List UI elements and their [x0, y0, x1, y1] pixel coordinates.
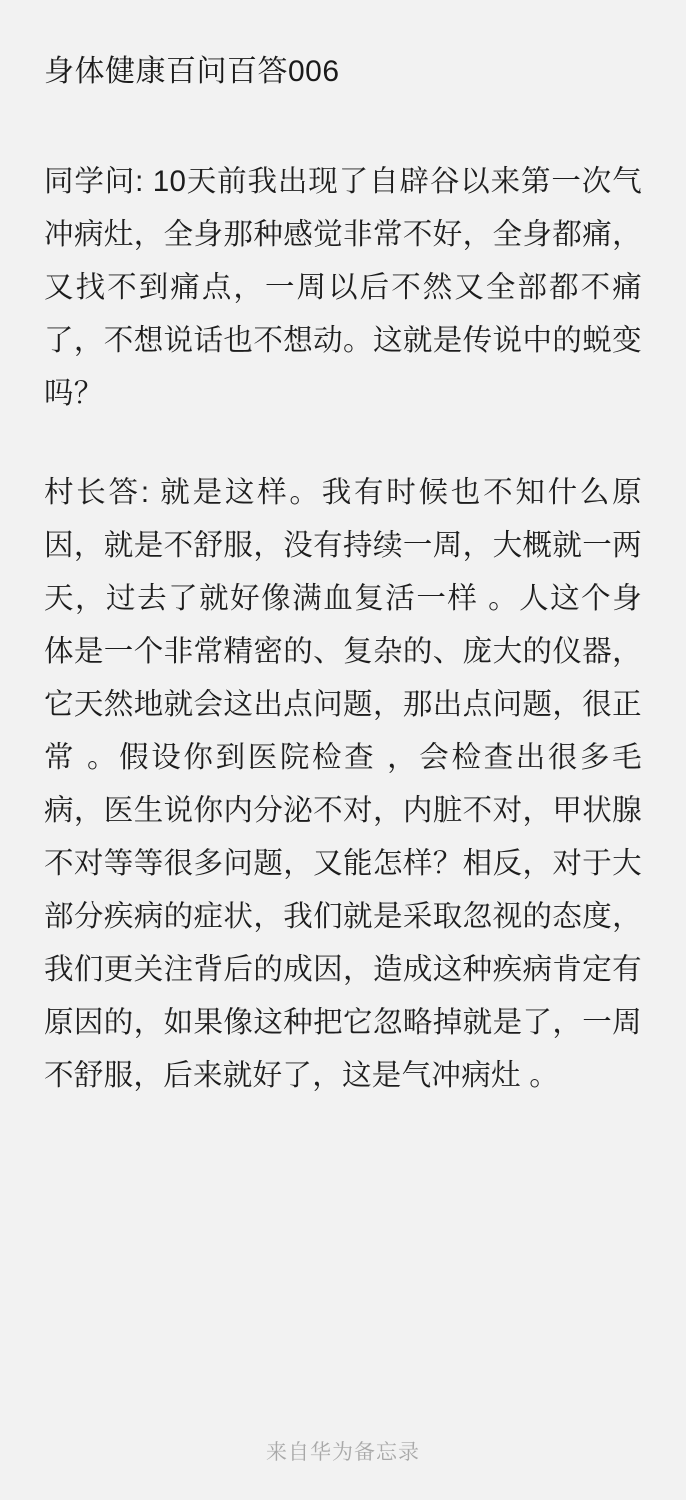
note-paragraph-question: 同学问: 10天前我出现了自辟谷以来第一次气冲病灶，全身那种感觉非常不好，全身都痛，又找不到痛点，一周以后不然又全部都不痛了，不想说话也不想动。这就是传说中的蜕变吗？ [44, 164, 642, 410]
note-paragraph-answer: 村长答: 就是这样。我有时候也不知什么原因，就是不舒服，没有持续一周，大概就一两天，过去了就好像满血复活一样 。人这个身体是一个非常精密的、复杂的、庞大的仪器，它天然地就会这出点问题，那出点问题，很正常 。假设你到医院检查 ，会检查出很多毛病，医生说你内分泌不对，内脏不对，甲状腺不对等等很多问题，又能怎样？相反，对于大部分疾病的症状，我们就是采取忽视的态度，我们更关注背后的成因，造成这种疾病肯定有原因的，如果像这种把它忽略掉就是了，一周不舒服，后来就好了，这是气冲病灶 。 [44, 475, 642, 1092]
page-title: 身体健康百问百答006 [44, 55, 340, 88]
source-footer: 来自华为备忘录 [266, 1441, 420, 1464]
note-body [44, 155, 642, 1102]
